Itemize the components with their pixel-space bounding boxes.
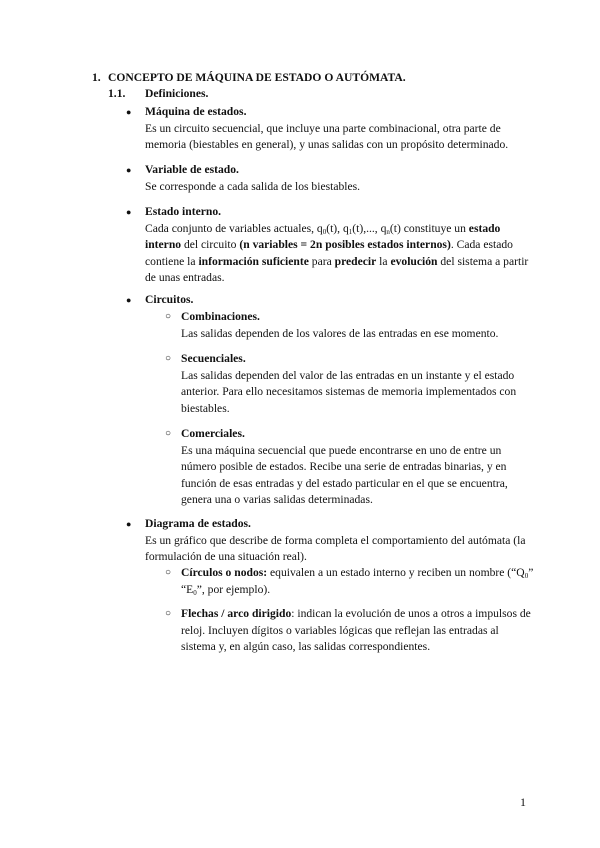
sub-bullet-title: Comerciales. (181, 427, 245, 440)
bullet-title: Diagrama de estados. (145, 517, 251, 530)
bullet-estado-interno (126, 204, 535, 287)
bullet-title: Variable de estado. (145, 163, 239, 176)
bullet-circuitos (126, 292, 535, 309)
sub-bullet-title: Combinaciones. (181, 310, 260, 323)
bullet-text: Es un circuito secuencial, que incluye una parte combinacional, otra parte de memoria (biestables en general), y unas salidas con un propósito determinado. (145, 121, 509, 152)
subsection-heading (108, 86, 208, 103)
sub-bullet-text: Las salidas dependen del valor de las entradas en un instante y el estado anterior. Para ello necesitamos sistemas de memoria implementados con biestables. (181, 368, 517, 415)
bullet-diagrama-de-estados (126, 516, 540, 566)
circle-bullet-icon: ○ (165, 311, 172, 322)
page-number: 1 (520, 795, 526, 809)
subsection-number: 1.1. (108, 87, 126, 100)
sub-bullet-combinaciones (165, 309, 536, 342)
bullet-icon: ● (126, 107, 132, 117)
sub-bullet-text: Círculos o nodos: equivalen a un estado interno y reciben un nombre (“$Q_0$” “$E_0$”, por ejemplo). (181, 566, 534, 597)
sub-bullet-circulos-nodos (165, 565, 536, 598)
sub-bullet-title: Secuenciales. (181, 352, 246, 365)
bullet-title: Circuitos. (145, 293, 194, 306)
circle-bullet-icon: ○ (165, 608, 172, 619)
circle-bullet-icon: ○ (165, 567, 172, 578)
bullet-text: Es un gráfico que describe de forma completa el comportamiento del autómata (la formulación de una situación real). (145, 533, 526, 564)
bullet-variable-de-estado (126, 162, 535, 195)
section-heading (92, 70, 406, 87)
sub-bullet-text: Las salidas dependen de los valores de las entradas en ese momento. (181, 326, 499, 340)
circle-bullet-icon: ○ (165, 353, 172, 364)
section-number: 1. (92, 71, 101, 84)
sub-bullet-text: Flechas / arco dirigido: indican la evolución de unos a otros a impulsos de reloj. Incluyen dígitos o variables lógicas que reflejan las entradas al sistema y, en algún caso, las salidas correspondientes. (181, 607, 531, 654)
bullet-title: Estado interno. (145, 205, 222, 218)
circle-bullet-icon: ○ (165, 428, 172, 439)
sub-bullet-secuenciales (165, 351, 536, 417)
section-title: CONCEPTO DE MÁQUINA DE ESTADO O AUTÓMATA. (108, 71, 406, 84)
bullet-icon: ● (126, 165, 132, 175)
sub-bullet-flechas (165, 606, 536, 656)
bullet-icon: ● (126, 207, 132, 217)
bullet-text: Cada conjunto de variables actuales, $q_0(t)$, $q_1(t)$,..., $q_n(t)$ constituye un estado interno del circuito (n variables = 2n posibles estados internos). Cada estado contiene la información suficiente para predecir la evolución del sistema a partir de unas entradas. (145, 221, 529, 285)
subsection-title: Definiciones. (145, 87, 209, 100)
sub-bullet-comerciales (165, 426, 536, 509)
bullet-icon: ● (126, 295, 132, 305)
bullet-maquina-de-estados (126, 104, 535, 154)
bullet-icon: ● (126, 519, 132, 529)
sub-bullet-text: Es una máquina secuencial que puede encontrarse en uno de entre un número posible de estados. Recibe una serie de entradas binarias, y en función de esas entradas y del estado particular en el que se encuentra, genera una o varias salidas determinadas. (181, 443, 508, 507)
bullet-title: Máquina de estados. (145, 105, 247, 118)
bullet-text: Se corresponde a cada salida de los biestables. (145, 179, 361, 193)
